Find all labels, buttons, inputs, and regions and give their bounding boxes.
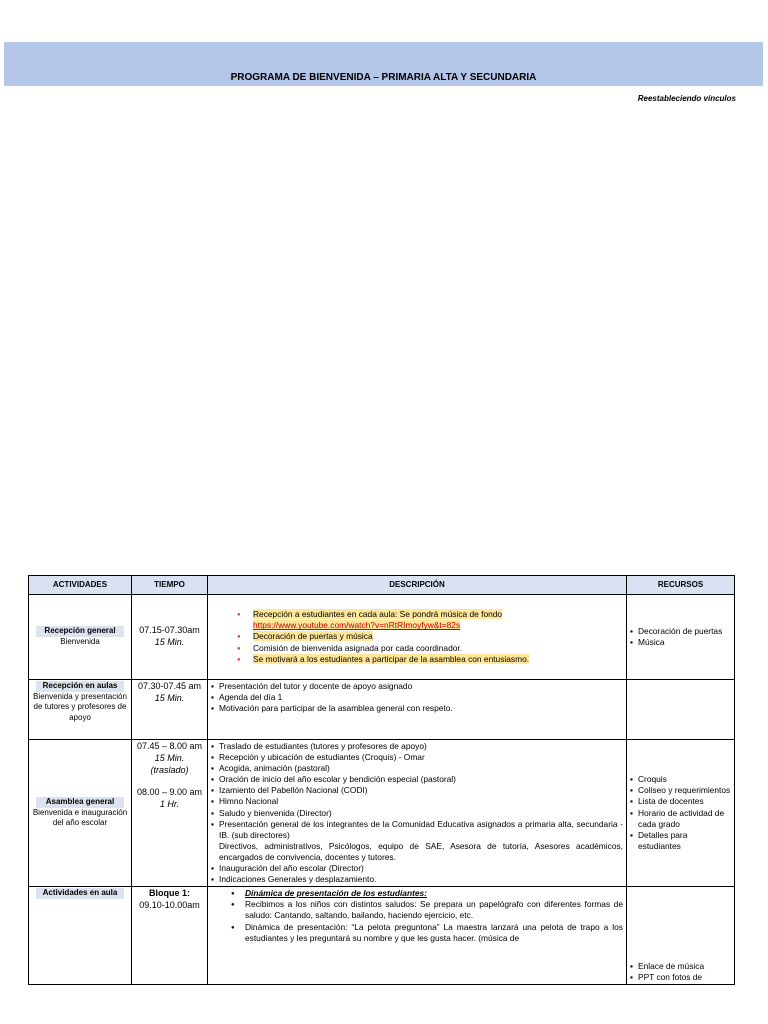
activity-cell — [29, 740, 132, 887]
description-cell — [208, 740, 627, 887]
resource-item: ▪ Lista de docentes — [630, 796, 731, 807]
resource-item: ▪ PPT con fotos de — [630, 972, 731, 983]
list-item: ▪ Indicaciones Generales y desplazamiento. — [211, 874, 623, 885]
table-row — [29, 680, 735, 740]
subtitle-note: Reestableciendo vínculos — [637, 94, 736, 103]
resource-item: ▪ Croquis — [630, 774, 731, 785]
description-cell — [208, 680, 627, 740]
list-item — [211, 888, 623, 899]
activity-cell — [29, 595, 132, 680]
time-cell — [132, 887, 208, 985]
activity-cell — [29, 887, 132, 985]
list-item: ● Dinámica de presentación: “La pelota preguntona” La maestra lanzará una pelota de trapo a los estudiantes y les preguntará su nombre y que les gusta hacer. (música de — [211, 922, 623, 944]
table-row — [29, 887, 735, 985]
list-item: ▪ Motivación para participar de la asamblea general con respeto. — [211, 703, 623, 714]
activity-subtitle: Bienvenida — [60, 637, 100, 646]
list-item: ▪ Traslado de estudiantes (tutores y profesores de apoyo) — [211, 741, 623, 752]
time-note: (traslado) — [150, 764, 189, 775]
list-item: ▪ Izamiento del Pabellón Nacional (CODI) — [211, 785, 623, 796]
column-header: ACTIVIDADES — [29, 576, 132, 595]
list-item — [211, 643, 623, 654]
activity-subtitle: Bienvenida y presentación de tutores y profesores de apoyo — [33, 691, 127, 722]
time-range: 07.30-07.45 am — [137, 681, 202, 691]
list-item: ▪ Presentación general de los integrantes de la Comunidad Educativa asignados a primaria alta, secundaria - IB. (sub directores) — [211, 819, 623, 841]
activity-title: Recepción en aulas — [36, 681, 124, 692]
table-header-row — [29, 576, 735, 595]
list-item: ▪ Recepción y ubicación de estudiantes (Croquis) - Omar — [211, 752, 623, 763]
time-cell — [132, 595, 208, 680]
activity-title: Actividades en aula — [36, 888, 124, 899]
resources-cell — [627, 740, 735, 887]
list-item: ▪ Acogida, animación (pastoral) — [211, 763, 623, 774]
description-cell — [208, 887, 627, 985]
time-cell — [132, 740, 208, 887]
desc-text: Comisión de bienvenida asignada por cada coordinador. — [253, 642, 463, 653]
desc-heading: Dinámica de presentación de los estudiantes: — [245, 888, 427, 899]
list-item: ▪ Saludo y bienvenida (Director) — [211, 808, 623, 819]
resource-item: ▪ Detalles para estudiantes — [630, 830, 731, 852]
list-item — [211, 654, 623, 665]
table-row — [29, 740, 735, 887]
column-header: DESCRIPCIÓN — [208, 576, 627, 595]
time-cell — [132, 680, 208, 740]
activity-cell — [29, 680, 132, 740]
list-item: ▪ Oración de inicio del año escolar y bendición especial (pastoral) — [211, 774, 623, 785]
desc-text: Se motivará a los estudiantes a participar de la asamblea con entusiasmo. — [253, 653, 530, 664]
time-range: 07.15-07.30am — [139, 625, 200, 636]
resource-item: ▪ Enlace de música — [630, 961, 731, 972]
desc-text: Decoración de puertas y música — [253, 631, 373, 642]
column-header: RECURSOS — [627, 576, 735, 595]
duration-2: 1 Hr. — [159, 798, 180, 809]
resources-cell — [627, 887, 735, 985]
resource-item: ▪ Decoración de puertas — [630, 626, 731, 637]
resource-item: ▪ Coliseo y requerimientos — [630, 785, 731, 796]
time-range: 07.45 – 8.00 am — [136, 741, 203, 751]
music-link[interactable]: https://www.youtube.com/watch?v=nRtRImoyfyw&t=82s — [253, 620, 461, 631]
list-item — [211, 631, 623, 642]
activity-title: Asamblea general — [36, 797, 124, 808]
column-header: TIEMPO — [132, 576, 208, 595]
desc-text: Recepción a estudiantes en cada aula: Se pondrá música de fondo — [253, 609, 503, 620]
activity-title: Recepción general — [36, 626, 124, 637]
duration: 15 Min. — [154, 637, 185, 647]
list-item: ▪ Himno Nacional — [211, 796, 623, 807]
program-table — [28, 575, 735, 985]
time-range: 09.10-10.00am — [139, 900, 200, 911]
block-label: Bloque 1: — [148, 888, 190, 899]
list-item: ▪ Presentación del tutor y docente de apoyo asignado — [211, 681, 623, 692]
list-item — [211, 609, 623, 631]
header-banner — [4, 42, 763, 86]
table-row — [29, 595, 735, 680]
resources-cell — [627, 595, 735, 680]
activity-subtitle: Bienvenida e inauguración del año escolar — [32, 807, 128, 828]
duration: 15 Min. — [154, 752, 185, 763]
document-title: PROGRAMA DE BIENVENIDA – PRIMARIA ALTA Y SECUNDARIA — [230, 72, 537, 83]
list-item: Directivos, administrativos, Psicólogos, equipo de SAE, Asesora de tutoría, Asesores académicos, encargados de convivencia, docentes y tutores. — [219, 840, 623, 862]
list-item: ● Recibimos a los niños con distintos saludos: Se prepara un papelógrafo con diferentes formas de saludo: Cantando, saltando, bailando, haciendo ejercicio, etc. — [211, 899, 623, 921]
resources-cell — [627, 680, 735, 740]
time-range-2: 08.00 – 9.00 am — [136, 786, 203, 797]
duration: 15 Min. — [154, 692, 185, 703]
resource-item: ▪ Horario de actividad de cada grado — [630, 808, 731, 830]
list-item: ▪ Agenda del día 1 — [211, 692, 623, 703]
list-item: ▪ Inauguración del año escolar (Director) — [211, 863, 623, 874]
description-cell — [208, 595, 627, 680]
resource-item: ▪ Música — [630, 637, 731, 648]
